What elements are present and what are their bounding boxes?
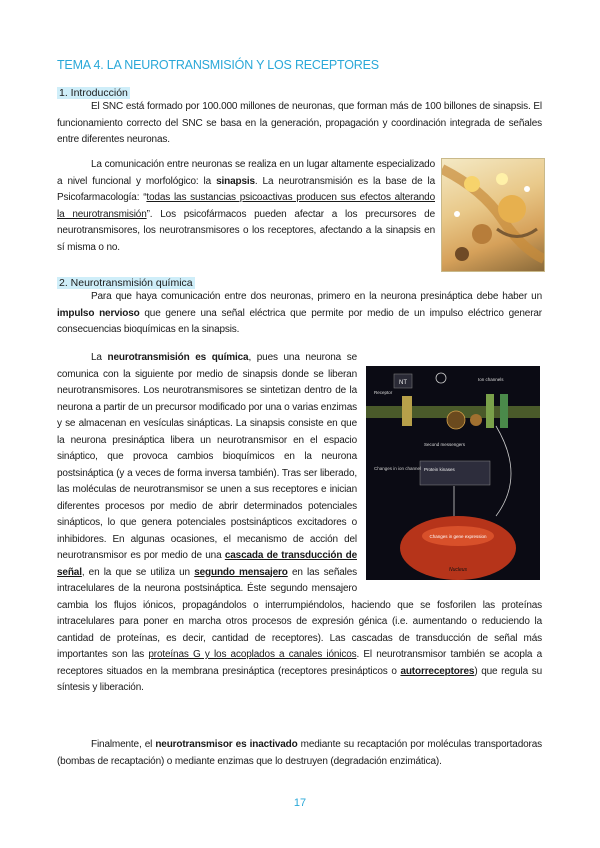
synapse-illustration-svg — [442, 159, 544, 271]
diagram-changes-gene-label: Changes in gene expression — [429, 534, 487, 539]
section-heading-neurotransmision: 2. Neurotransmisión química — [59, 277, 193, 289]
diagram-protein-kinases-label: Protein kinases — [424, 467, 455, 472]
diagram-nt-label: NT — [399, 380, 407, 386]
paragraph-sinapsis: La comunicación entre neuronas se realiza en un lugar altamente especializado a nivel funcional y morfológico: la sinapsis. La neurotransmisión es la base de la Psicofarmacología: “todas las sustancias psicoactivas producen sus efectos alterando la neurotransmisión”. Los psicofármacos pueden afectar a los precursores de neurotransmisores, los neurotransmisores o los receptores, afectando a la sinapsis en sí misma o no. — [57, 159, 435, 253]
paragraph-intro: El SNC está formado por 100.000 millones de neuronas, que forman más de 100 billones de sinapsis. El funcionamiento correcto del SNC se basa en la generación, propagación y coordinación integrada de señales entre diferentes neuronas. — [57, 101, 542, 145]
diagram-changes-ion-label: Changes in ion channel — [374, 466, 422, 471]
diagram-second-messengers-label: Second messengers — [424, 442, 466, 447]
page-number: 17 — [293, 797, 307, 809]
paragraph-quimica-top: La neurotransmisión es química, pues una neurona se comunica con la siguiente por medio de sinapsis donde se liberan neurotransmisores. Los neurotransmisores se sintetizan dentro de la neurona a partir de un precursor modificado por una o varias enzimas y se almacenan en vesículas sinápticas. La sinapsis consiste en que la neurona presináptica libera un neurotransmisor en el espacio sináptico, que provoca cambios bioquímicos en la neurona postsináptica (y a veces de forma inversa también). Tras ser liberado, las moléculas de neurotransmisor se unen a sus receptores e inician diferentes procesos por medio de abrir determinados potenciales sinápticos, lo que genera potenciales postsinápticos excitadores o inhibidores. En algunas ocasiones, el mecanismo de acción del neurotransmisor es por medio de una cascada de transducción de señal, en la que se utiliza un segundo mensajero en las señales intracelulares de la neurona postsináptica. Éste segundo mensajero cambia los flujos iónicos, propagándolos o interrumpiéndolos, haciendo que se fosforilen las proteínas intracelulares para poner en marcha otros procesos de expresión génica (i.e. aumentando o reduciendo la cantidad de proteínas, es decir, cantidad de receptores). Las cascadas de transducción de señal más importantes son las proteínas G y los acoplados a canales iónicos. El neurotransmisor también se acopla a receptores situados en la membrana presináptica (receptores presinápticos o autorreceptores) que regula su síntesis y liberación. — [57, 352, 543, 693]
paragraph-inactivacion: Finalmente, el neurotransmisor es inactivado mediante su recaptación por moléculas transportadoras (bombas de recaptación) o mediante enzimas que lo destruyen (degradación enzimática). — [57, 739, 542, 767]
diagram-ion-channels-label: Ion channels — [478, 377, 504, 382]
paragraph-impulso: Para que haya comunicación entre dos neuronas, primero en la neurona presináptica debe haber un impulso nervioso que genere una señal eléctrica que permite por medio de un impulso eléctrico generar consecuencias bioquímicas en la sinapsis. — [57, 291, 542, 335]
synapse-illustration — [441, 158, 545, 272]
page-title: TEMA 4. LA NEUROTRANSMISIÓN Y LOS RECEPTORES — [57, 58, 379, 72]
section-heading-introduccion: 1. Introducción — [59, 87, 128, 99]
diagram-receptor-label: Receptor — [374, 390, 393, 395]
diagram-nucleus-label: Nucleus — [448, 567, 468, 573]
figure-float-spacer — [357, 350, 542, 590]
